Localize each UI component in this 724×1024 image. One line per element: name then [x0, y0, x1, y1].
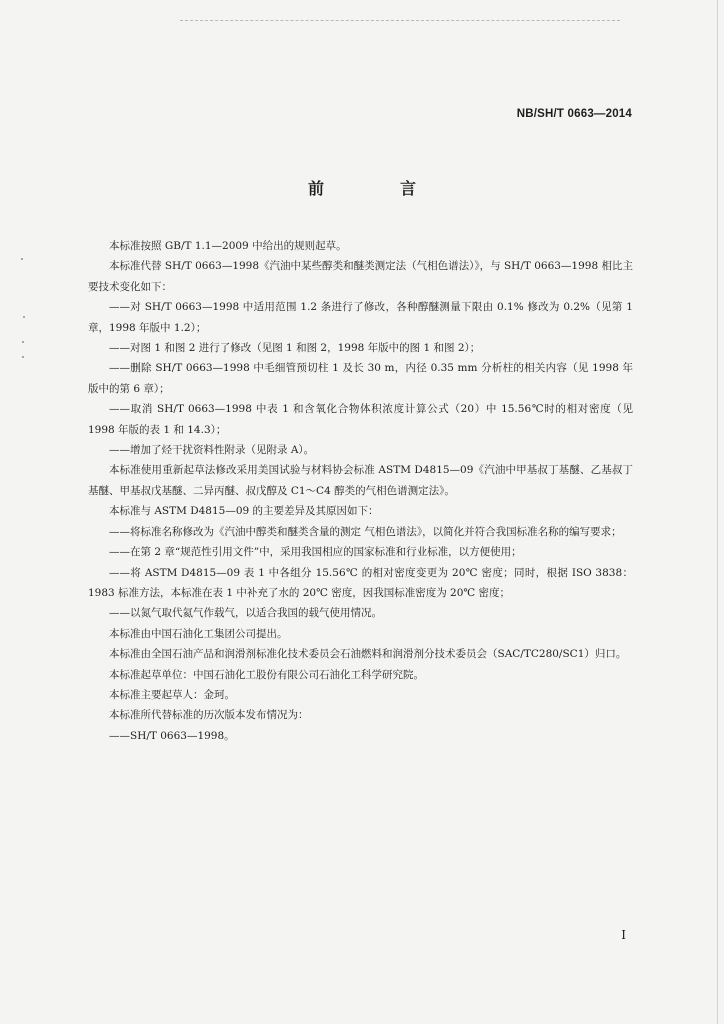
paragraph: 本标准与 ASTM D4815—09 的主要差异及其原因如下：	[109, 505, 379, 518]
paragraph: ——增加了烃干扰资料性附录（见附录 A）。	[109, 444, 315, 457]
paragraph: 本标准起草单位：中国石油化工股份有限公司石油化工科学研究院。	[109, 668, 424, 681]
paragraph: ——对图 1 和图 2 进行了修改（见图 1 和图 2，1998 年版中的图 1 和图 2）；	[109, 342, 481, 355]
page-number: I	[621, 928, 626, 942]
standard-number: NB/SH/T 0663—2014	[516, 108, 632, 120]
paragraph: ——删除 SH/T 0663—1998 中毛细管预切柱 1 及长 30 m，内径 0.35 mm 分析柱的相关内容（见 1998 年版中的第 6 章）；	[88, 362, 633, 395]
scan-speck	[21, 258, 23, 260]
foreword-body	[88, 236, 633, 746]
paragraph: 本标准所代替标准的历次版本发布情况为：	[109, 709, 309, 722]
section-title: 前 言	[307, 179, 446, 198]
scan-speck	[22, 356, 24, 358]
paragraph: ——以氮气取代氦气作载气，以适合我国的载气使用情况。	[109, 607, 382, 620]
scan-speck	[23, 316, 25, 318]
paragraph: 本标准代替 SH/T 0663—1998《汽油中某些醇类和醚类测定法（气相色谱法）》，与 SH/T 0663—1998 相比主要技术变化如下：	[88, 260, 633, 293]
paragraph: ——SH/T 0663—1998。	[109, 729, 235, 742]
paragraph: 本标准使用重新起草法修改采用美国试验与材料协会标准 ASTM D4815—09《汽油中甲基叔丁基醚、乙基叔丁基醚、甲基叔戊基醚、二异丙醚、叔戊醇及 C1～C4 醇类的气相色谱测定法》。	[88, 464, 633, 497]
paragraph: ——取消 SH/T 0663—1998 中表 1 和含氧化合物体积浓度计算公式（20）中 15.56℃时的相对密度（见 1998 年版的表 1 和 14.3）；	[88, 403, 633, 436]
paragraph: ——将标准名称修改为《汽油中醇类和醚类含量的测定 气相色谱法》，以简化并符合我国标准名称的编写要求；	[109, 525, 622, 538]
scan-edge-right	[717, 0, 718, 1024]
paragraph: ——在第 2 章“规范性引用文件”中，采用我国相应的国家标准和行业标准，以方便使用；	[109, 546, 522, 559]
paragraph: 本标准由全国石油产品和润滑剂标准化技术委员会石油燃料和润滑剂分技术委员会（SAC/TC280/SC1）归口。	[109, 648, 627, 661]
paragraph: 本标准按照 GB/T 1.1—2009 中给出的规则起草。	[109, 240, 347, 252]
scan-edge-top	[180, 20, 620, 21]
paragraph: 本标准由中国石油化工集团公司提出。	[109, 627, 288, 640]
paragraph: ——将 ASTM D4815—09 表 1 中各组分 15.56℃ 的相对密度变更为 20℃ 密度；同时，根据 ISO 3838：1983 标准方法，本标准在表 1 中补充了水的 20℃ 密度，因我国标准密度为 20℃ 密度；	[88, 566, 633, 599]
scan-speck	[22, 341, 24, 343]
paragraph: ——对 SH/T 0663—1998 中适用范围 1.2 条进行了修改，各种醇醚测量下限由 0.1% 修改为 0.2%（见第 1 章，1998 年版中 1.2）；	[88, 301, 633, 334]
paragraph: 本标准主要起草人：金珂。	[109, 688, 235, 701]
